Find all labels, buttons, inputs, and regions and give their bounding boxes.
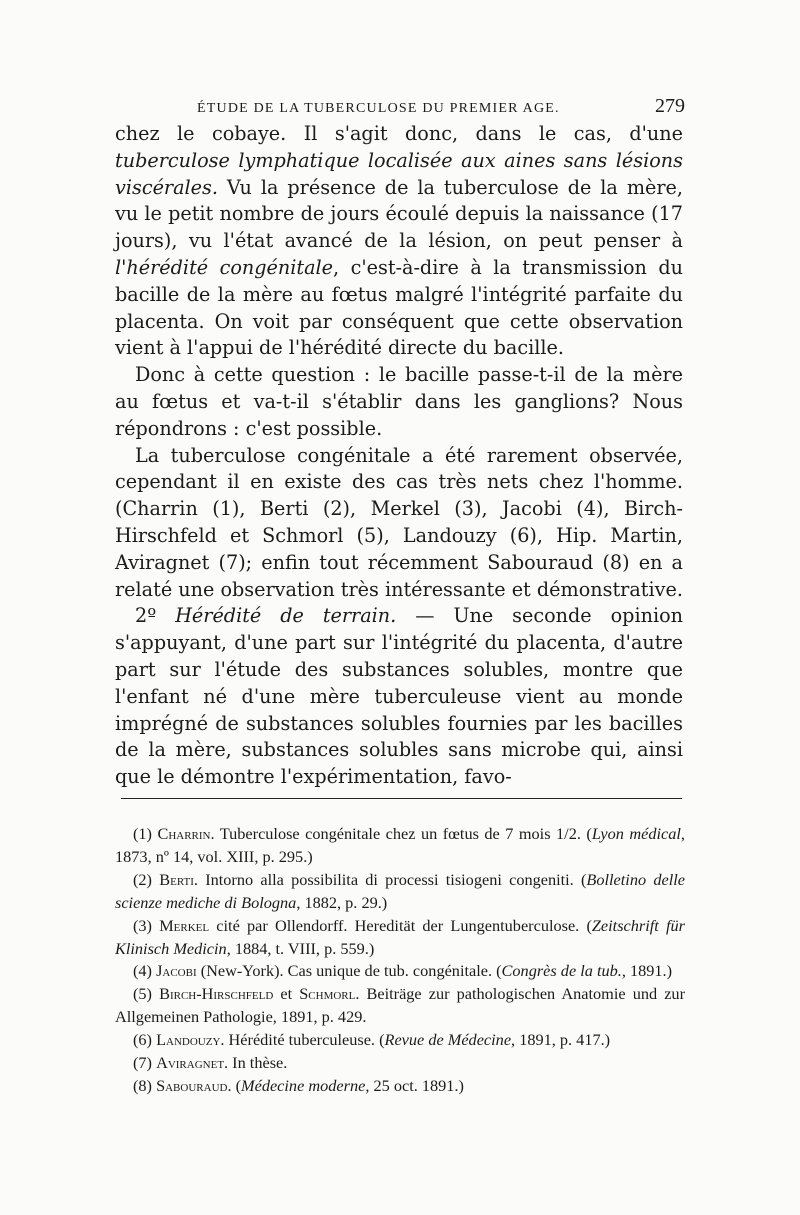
footnote-3: (3) Merkel cité par Ollendorff. Heredität der Lungentuberculose. (Zeitschrift für Klinisch Medicin, 1884, t. VIII, p. 559.): [115, 915, 686, 958]
paragraph-1: chez le cobaye. Il s'agit donc, dans le cas, d'une tuberculose lymphatique localisée aux aines sans lésions viscérales. Vu la présence de la tuberculose de la mère, vu le petit nombre de jours écoulé depuis la naissance (17 jours), vu l'état avancé de la lésion, on peut penser à l'hérédité congénitale, c'est-à-dire à la transmission du bacille de la mère au fœtus malgré l'intégrité parfaite du placenta. On voit par conséquent que cette observation vient à l'appui de l'hérédité directe du bacille.: [115, 122, 683, 360]
footnote-author: Merkel: [159, 915, 210, 935]
footnote-1: (1) Charrin. Tuberculose congénitale chez un fœtus de 7 mois 1/2. (Lyon médical, 1873, nº 14, vol. XIII, p. 295.): [115, 824, 685, 866]
footnote-author: Charrin.: [157, 824, 215, 843]
footnote-6: (6) Landouzy. Hérédité tuberculeuse. (Revue de Médecine, 1891, p. 417.): [133, 1030, 611, 1050]
running-header: [115, 95, 685, 118]
main-text: [115, 121, 683, 791]
paragraph-3: La tuberculose congénitale a été rarement observée, cependant il en existe des cas très nets chez l'homme. (Charrin (1), Berti (2), Merkel (3), Jacobi (4), Birch-Hirschfeld et Schmorl (5), Landouzy (6), Hip. Martin, Aviragnet (7); enfin tout récemment Sabouraud (8) en a relaté une observation très intéressante et démonstrative.: [115, 443, 683, 601]
page-number: 279: [655, 95, 685, 117]
footnote-7: (7) Aviragnet. In thèse.: [133, 1053, 288, 1073]
footnote-author: Berti.: [159, 869, 198, 889]
footnote-author: Landouzy.: [156, 1030, 225, 1050]
footnote-2: (2) Berti. Intorno alla possibilita di processi tisiogeni congeniti. (Bolletino delle scienze mediche di Bologna, 1882, p. 29.): [115, 869, 685, 912]
section-heading-italic: Hérédité de terrain.: [175, 604, 397, 628]
footnote-author: Birch-Hirschfeld: [159, 984, 274, 1004]
footnote-author: Sabouraud.: [156, 1075, 232, 1095]
footnote-8: (8) Sabouraud. (Médecine moderne, 25 oct. 1891.): [133, 1075, 464, 1095]
footnotes: [115, 823, 685, 1098]
paragraph-2: Donc à cette question : le bacille passe-t-il de la mère au fœtus et va-t-il s'établir dans les ganglions? Nous répondrons : c'est possible.: [115, 363, 683, 440]
running-title: ÉTUDE DE LA TUBERCULOSE DU PREMIER AGE.: [197, 101, 560, 116]
footnote-author: Aviragnet.: [156, 1053, 229, 1073]
italic-phrase: tuberculose lymphatique localisée aux aines sans lésions viscérales.: [115, 148, 683, 199]
paragraph-4: 2º Hérédité de terrain. — Une seconde opinion s'appuyant, d'une part sur l'intégrité du placenta, d'autre part sur l'étude des substances solubles, montre que l'enfant né d'une mère tuberculeuse vient au monde imprégné de substances solubles fournies par les bacilles de la mère, substances solubles sans microbe qui, ainsi que le démontre l'expérimentation, favo-: [115, 604, 683, 789]
italic-phrase: l'hérédité congénitale: [115, 255, 334, 279]
footnote-author: Jacobi: [156, 961, 197, 981]
footnote-5: (5) Birch-Hirschfeld et Schmorl. Beiträge zur pathologischen Anatomie und zur Allgemeinen Pathologie, 1891, p. 429.: [115, 984, 685, 1027]
footnote-4: (4) Jacobi (New-York). Cas unique de tub. congénitale. (Congrès de la tub., 1891.): [133, 961, 673, 981]
footnote-author: Schmorl.: [299, 984, 360, 1004]
footnote-divider: [121, 798, 682, 799]
